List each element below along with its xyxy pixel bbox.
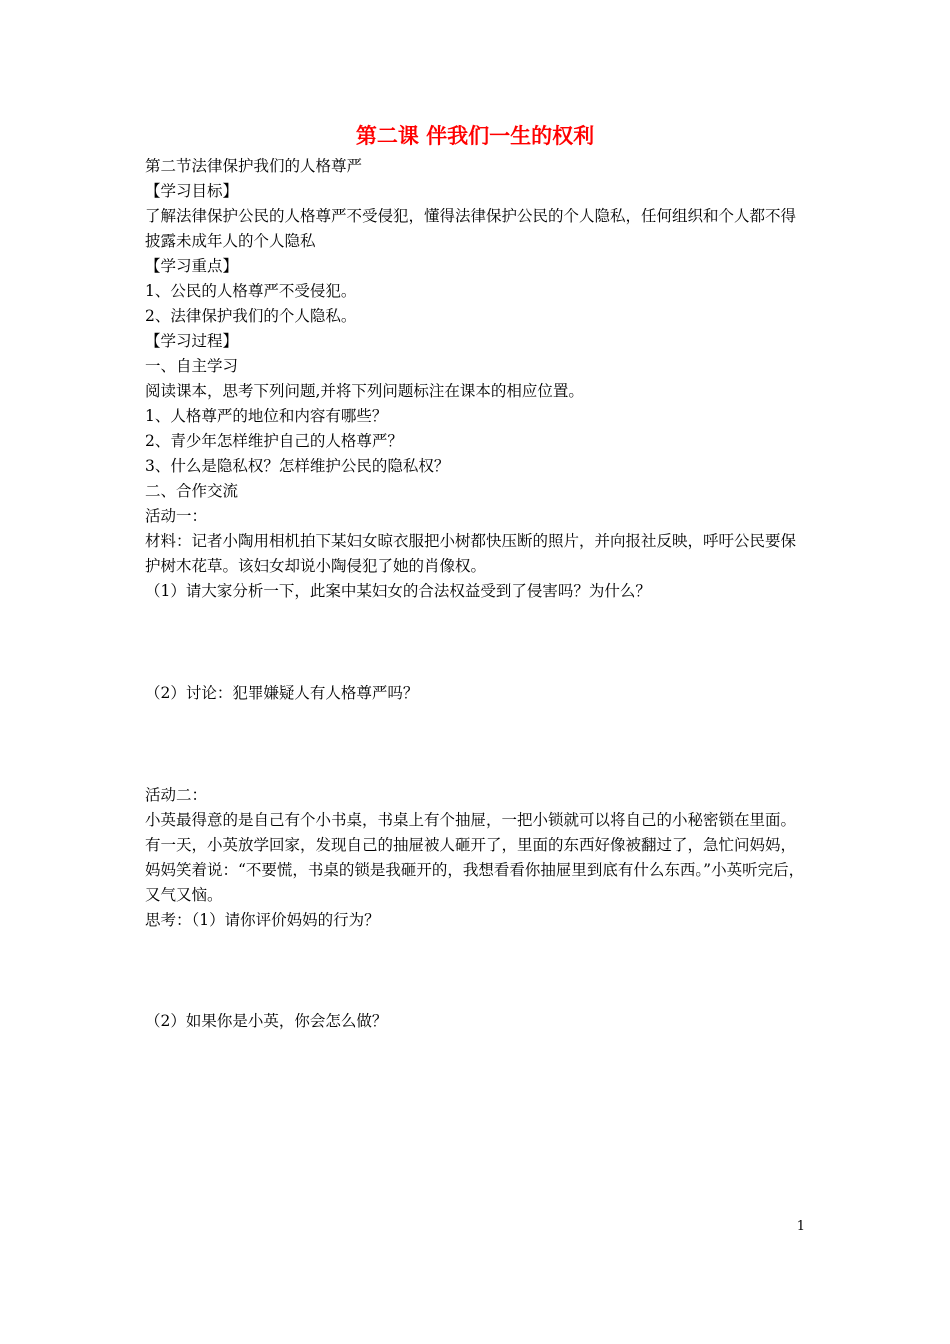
page-number: 1 xyxy=(796,1219,805,1234)
process-heading: 【学习过程】 xyxy=(145,332,239,350)
activity-two-question-2: （2）如果你是小英，你会怎么做？ xyxy=(145,1012,388,1030)
part-one-heading: 一、自主学习 xyxy=(145,357,239,375)
key-points-heading: 【学习重点】 xyxy=(145,257,239,275)
activity-two-question-1: 思考：（1）请你评价妈妈的行为？ xyxy=(145,911,380,929)
answer-space xyxy=(145,604,810,681)
goals-text: 了解法律保护公民的人格尊严不受侵犯，懂得法律保护公民的个人隐私，任何组织和个人都不得披露未成年人的个人隐私 xyxy=(145,207,797,250)
activity-one-question-2: （2）讨论：犯罪嫌疑人有人格尊严吗？ xyxy=(145,684,419,702)
activity-two-heading: 活动二： xyxy=(145,786,208,804)
key-point-2: 2、法律保护我们的个人隐私。 xyxy=(145,307,357,325)
section-heading: 第二节法律保护我们的人格尊严 xyxy=(145,157,363,175)
answer-space xyxy=(145,933,810,1009)
activity-one-material: 材料：记者小陶用相机拍下某妇女晾衣服把小树都快压断的照片，并向报社反映，呼吁公民要保护树木花草。该妇女却说小陶侵犯了她的肖像权。 xyxy=(145,532,797,575)
question-1: 1、人格尊严的地位和内容有哪些？ xyxy=(145,407,388,425)
activity-one-question-1: （1）请大家分析一下，此案中某妇女的合法权益受到了侵害吗？为什么？ xyxy=(145,582,651,600)
activity-two-story: 小英最得意的是自己有个小书桌，书桌上有个抽屉，一把小锁就可以将自己的小秘密锁在里面。有一天，小英放学回家，发现自己的抽屉被人砸开了，里面的东西好像被翻过了，急忙问妈妈，妈妈笑着说：“不要慌，书桌的锁是我砸开的，我想看看你抽屉里到底有什么东西。”小英听完后，又气又恼。 xyxy=(145,811,805,904)
question-2: 2、青少年怎样维护自己的人格尊严？ xyxy=(145,432,403,450)
lesson-title: 第二课 伴我们一生的权利 xyxy=(355,124,595,148)
activity-one-heading: 活动一： xyxy=(145,507,208,525)
goals-heading: 【学习目标】 xyxy=(145,182,239,200)
document-body xyxy=(145,154,810,1034)
part-one-intro: 阅读课本，思考下列问题,并将下列问题标注在课本的相应位置。 xyxy=(145,382,584,400)
part-two-heading: 二、合作交流 xyxy=(145,482,239,500)
question-3: 3、什么是隐私权？怎样维护公民的隐私权？ xyxy=(145,457,450,475)
answer-space xyxy=(145,706,810,783)
key-point-1: 1、公民的人格尊严不受侵犯。 xyxy=(145,282,357,300)
